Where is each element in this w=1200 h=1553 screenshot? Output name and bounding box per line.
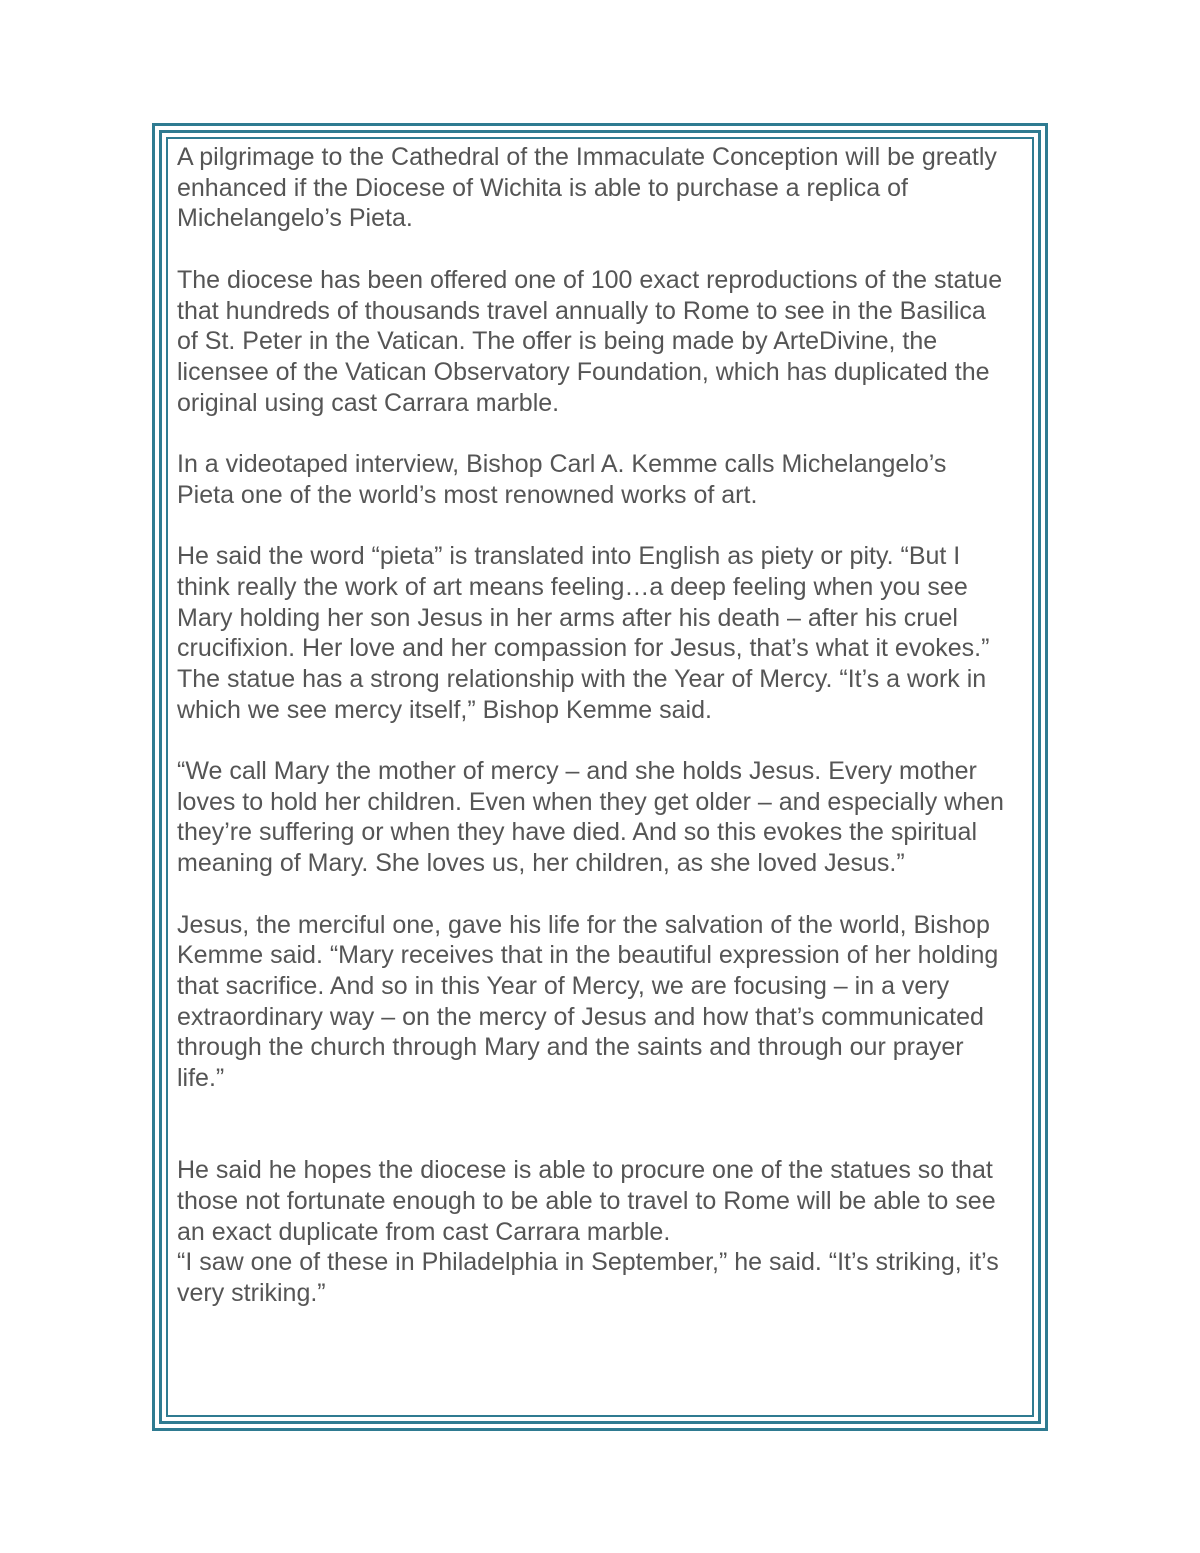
paragraph: “I saw one of these in Philadelphia in September,” he said. “It’s striking, it’s very striking.” <box>177 1248 999 1307</box>
paragraph: In a videotaped interview, Bishop Carl A. Kemme calls Michelangelo’s Pieta one of the world’s most renowned works of art. <box>177 450 947 509</box>
paragraph: He said he hopes the diocese is able to procure one of the statues so that those not fortunate enough to be able to travel to Rome will be able to see an exact duplicate from cast Carrara marble. <box>177 1156 996 1246</box>
paragraph: A pilgrimage to the Cathedral of the Immaculate Conception will be greatly enhanced if the Diocese of Wichita is able to purchase a replica of Michelangelo’s Pieta. <box>177 143 997 233</box>
article-body <box>177 142 1027 1309</box>
paragraph: He said the word “pieta” is translated into English as piety or pity. “But I think really the work of art means feeling…a deep feeling when you see Mary holding her son Jesus in her arms after his death – after his cruel crucifixion. Her love and her compassion for Jesus, that’s what it evokes.” The statue has a strong relationship with the Year of Mercy. “It’s a work in which we see mercy itself,” Bishop Kemme said. <box>177 542 990 724</box>
paragraph: Jesus, the merciful one, gave his life for the salvation of the world, Bishop Kemme said. “Mary receives that in the beautiful expression of her holding that sacrifice. And so in this Year of Mercy, we are focusing – in a very extraordinary way – on the mercy of Jesus and how that’s communicated through the church through Mary and the saints and through our prayer life.” <box>177 910 999 1093</box>
paragraph: “We call Mary the mother of mercy – and she holds Jesus. Every mother loves to hold her children. Even when they get older – and especially when they’re suffering or when they have died. And so this evokes the spiritual meaning of Mary. She loves us, her children, as she loved Jesus.” <box>177 757 1004 878</box>
paragraph: The diocese has been offered one of 100 exact reproductions of the statue that hundreds of thousands travel annually to Rome to see in the Basilica of St. Peter in the Vatican. The offer is being made by ArteDivine, the licensee of the Vatican Observatory Foundation, which has duplicated the original using cast Carrara marble. <box>177 265 1003 417</box>
